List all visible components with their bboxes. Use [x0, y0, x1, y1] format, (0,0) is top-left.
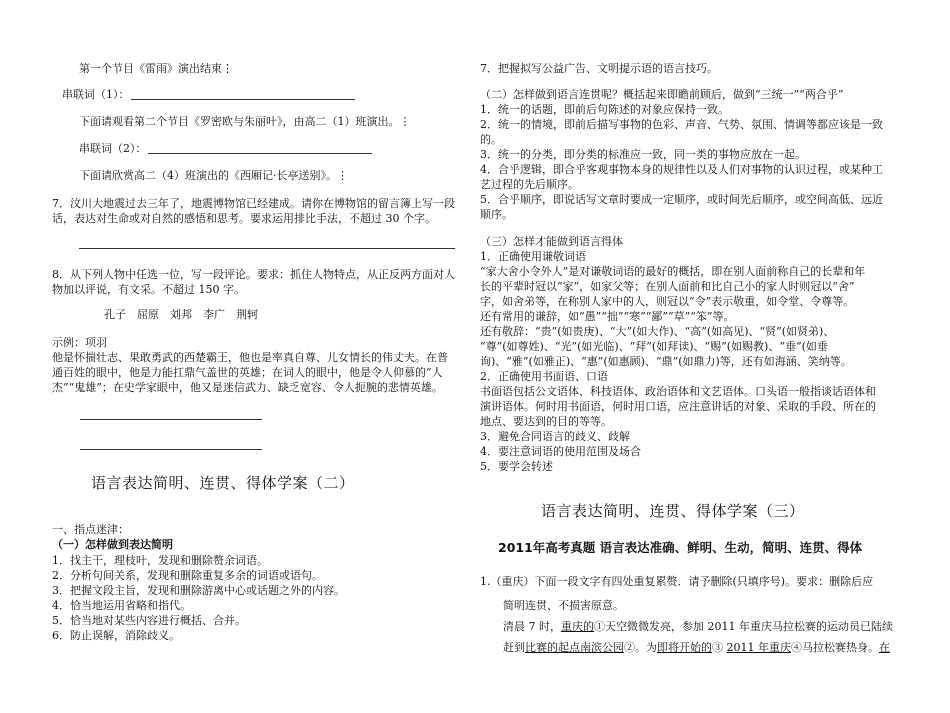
underlined-seg-3: 即将开始的: [657, 641, 712, 654]
question-7-line-2: 话，表达对生命或对自然的感悟和思考。要求运用排比手法，不超过 30 个字。: [52, 212, 436, 225]
answer-blank-8b[interactable]: [80, 449, 262, 450]
right-line-r7b: 顺序。: [480, 208, 513, 221]
link-label-1: 串联词（1）：: [62, 88, 130, 101]
passage-seg: ①天空微微发亮，参加 2011 年重庆马拉松赛的运动员已陆续: [594, 620, 893, 633]
underlined-seg-1: 重庆的: [561, 620, 594, 633]
right-line-r17: 2．正确使用书面语、口语: [480, 370, 608, 383]
right-line-r11: 长的平辈时冠以“家”，如家父等；在别人面前和比自己小的家人时则冠以“舍”: [480, 280, 855, 293]
right-line-r14: 还有敬辞：“贵”(如贵庚)、“大”(如大作)、“高”(如高见)、“贤”(如贤弟)、: [480, 325, 835, 338]
right-line-r13: 还有常用的谦辞，如“愚”“拙”“寒”“鄙”“草”“笨”等。: [480, 310, 735, 323]
question-7-line-1: 7．汶川大地震过去三年了，地震博物馆已经建成。请你在博物馆的留言簿上写一段: [52, 197, 455, 210]
right-line-r6a: 4．合乎逻辑，即合乎客观事物本身的规律性以及人们对事物的认识过程，或某种工: [480, 163, 883, 176]
right-line-r20: 地点、要达到的目的等等。: [480, 415, 612, 428]
program-line-1: 第一个节目《雷雨》演出结束⋮: [79, 62, 233, 75]
right-line-r1: 7．把握拟写公益广告、文明提示语的语言技巧。: [480, 62, 718, 75]
subheading-concise: [52, 538, 173, 552]
answer-blank-7[interactable]: [79, 248, 455, 249]
section-heading: 一、指点迷津：: [52, 523, 129, 536]
section-title-3: 语言表达简明、连贯、得体学案（三）: [541, 502, 805, 520]
right-line-r4b: 的。: [480, 133, 502, 146]
right-line-r15: “尊”(如尊姓)、“光”(如光临)、“拜”(如拜读)、“赐”(如赐教)、“垂”(如垂: [480, 340, 828, 353]
right-line-r5: 3．统一的分类，即分类的标准应一致，同一类的事物应放在一起。: [480, 148, 806, 161]
character-list: 孔子 屈原 刘邦 李广 荆轲: [104, 308, 258, 321]
right-line-r19: 演讲语体。何时用书面语，何时用口语，应注意讲话的对象、采取的手段、所在的: [480, 400, 876, 413]
right-line-r9: 1．正确使用谦敬词语: [480, 250, 586, 263]
right-line-r18: 书面语包括公文语体、科技语体、政治语体和文艺语体。口头语一般指谈话语体和: [480, 385, 876, 398]
program-line-3: 下面请欣赏高二（4）班演出的《西厢记·长亭送别》。⋮: [79, 169, 348, 182]
subheading-keyword: 表达简明: [129, 538, 173, 551]
right-line-r22: 4．要注意词语的使用范围及场合: [480, 445, 641, 458]
subheading-prefix: （一）怎样做到: [52, 538, 129, 551]
right-line-r21: 3．避免合同语言的歧义、歧解: [480, 430, 630, 443]
example-line-2: 通百姓的眼中，他是力能扛鼎气盖世的英雄；在词人的眼中，他是令人仰慕的“人: [52, 366, 443, 379]
right-line-r4a: 2．统一的情境，即前后描写事物的色彩、声音、气势、氛围、情调等都应该是一致: [480, 118, 883, 131]
underlined-seg-2: 比赛的起点南滨公园: [525, 641, 624, 654]
example-label: 示例：项羽: [52, 336, 107, 349]
right-line-r23: 5．要学会转述: [480, 460, 553, 473]
tip-4: 4．恰当地运用省略和指代。: [52, 599, 191, 612]
passage-seg: ②。为: [624, 641, 657, 654]
right-line-r3: 1．统一的话题，即前后句陈述的对象应保持一致。: [480, 103, 729, 116]
passage-seg: 赶到: [503, 641, 525, 654]
passage-seg: ③: [712, 641, 727, 654]
tip-5: 5．恰当地对某些内容进行概括、合并。: [52, 614, 246, 627]
exam-q1-line-2: 简明连贯、不损害原意。: [503, 599, 624, 612]
tip-1: 1．找主干，理枝叶，发现和删除赘余词语。: [52, 554, 268, 567]
right-line-r7a: 5．合乎顺序，即说话写文章时要成一定顺序，或时间先后顺序，或空间高低、远近: [480, 193, 883, 206]
underlined-seg-4: 2011 年重庆: [726, 641, 791, 654]
section-title-2: 语言表达简明、连贯、得体学案（二）: [91, 474, 355, 492]
right-line-r10: “家大舍小令外人”是对谦敬词语的最好的概括，即在别人面前称自己的长辈和年: [480, 265, 866, 278]
underlined-seg-5: 在: [879, 641, 890, 654]
question-8-line-1: 8．从下列人物中任选一位，写一段评论。要求：抓住人物特点，从正反两方面对人: [52, 268, 455, 281]
coherence-heading: （二）怎样做到语言连贯呢？概括起来即瞻前顾后，做到“三统一”“两合乎”: [480, 88, 844, 101]
appropriateness-heading: （三）怎样才能做到语言得体: [480, 235, 623, 248]
right-line-r6b: 艺过程的先后顺序。: [480, 178, 579, 191]
exam-q1-passage-1: [503, 620, 893, 634]
exam-subtitle: 2011年高考真题 语言表达准确、鲜明、生动，简明、连贯、得体: [498, 540, 863, 555]
passage-seg: ④马拉松赛热身。: [791, 641, 879, 654]
passage-seg: 清晨 7 时，: [503, 620, 561, 633]
tip-3: 3．把握文段主旨，发现和删除游离中心或话题之外的内容。: [52, 584, 345, 597]
question-8-line-2: 物加以评说，有文采。不超过 150 字。: [52, 283, 245, 296]
right-line-r12: 字，如舍弟等，在称别人家中的人，则冠以“令”表示敬重，如令堂、令尊等。: [480, 295, 855, 308]
tip-6: 6．防止误解，消除歧义。: [52, 629, 180, 642]
example-line-3: 杰”“鬼雄”；在史学家眼中，他又是迷信武力、缺乏宽容、令人扼腕的悲情英雄。: [52, 381, 443, 394]
program-line-2: 下面请观看第二个节目《罗密欧与朱丽叶》，由高二（1）班演出。⋮: [79, 115, 411, 128]
exam-q1-line-1: 1.（重庆）下面一段文字有四处重复累赘．请予删除(只填序号)。要求：删除后应: [480, 575, 874, 588]
example-line-1: 他是怀揣壮志、果敢勇武的西楚霸王，他也是率真自尊、儿女情长的伟丈夫。在普: [52, 351, 448, 364]
tip-2: 2．分析句间关系，发现和删除重复多余的词语或语句。: [52, 569, 323, 582]
answer-blank-2[interactable]: [148, 153, 372, 154]
right-line-r16: 询)、“雅”(如雅正)、“惠”(如惠顾)、“鼎”(如鼎力)等，还有如海涵、笑纳等。: [480, 355, 852, 368]
link-label-2: 串联词（2）：: [79, 142, 147, 155]
exam-q1-passage-2: [503, 641, 890, 655]
answer-blank-1[interactable]: [131, 99, 355, 100]
answer-blank-8a[interactable]: [80, 419, 262, 420]
